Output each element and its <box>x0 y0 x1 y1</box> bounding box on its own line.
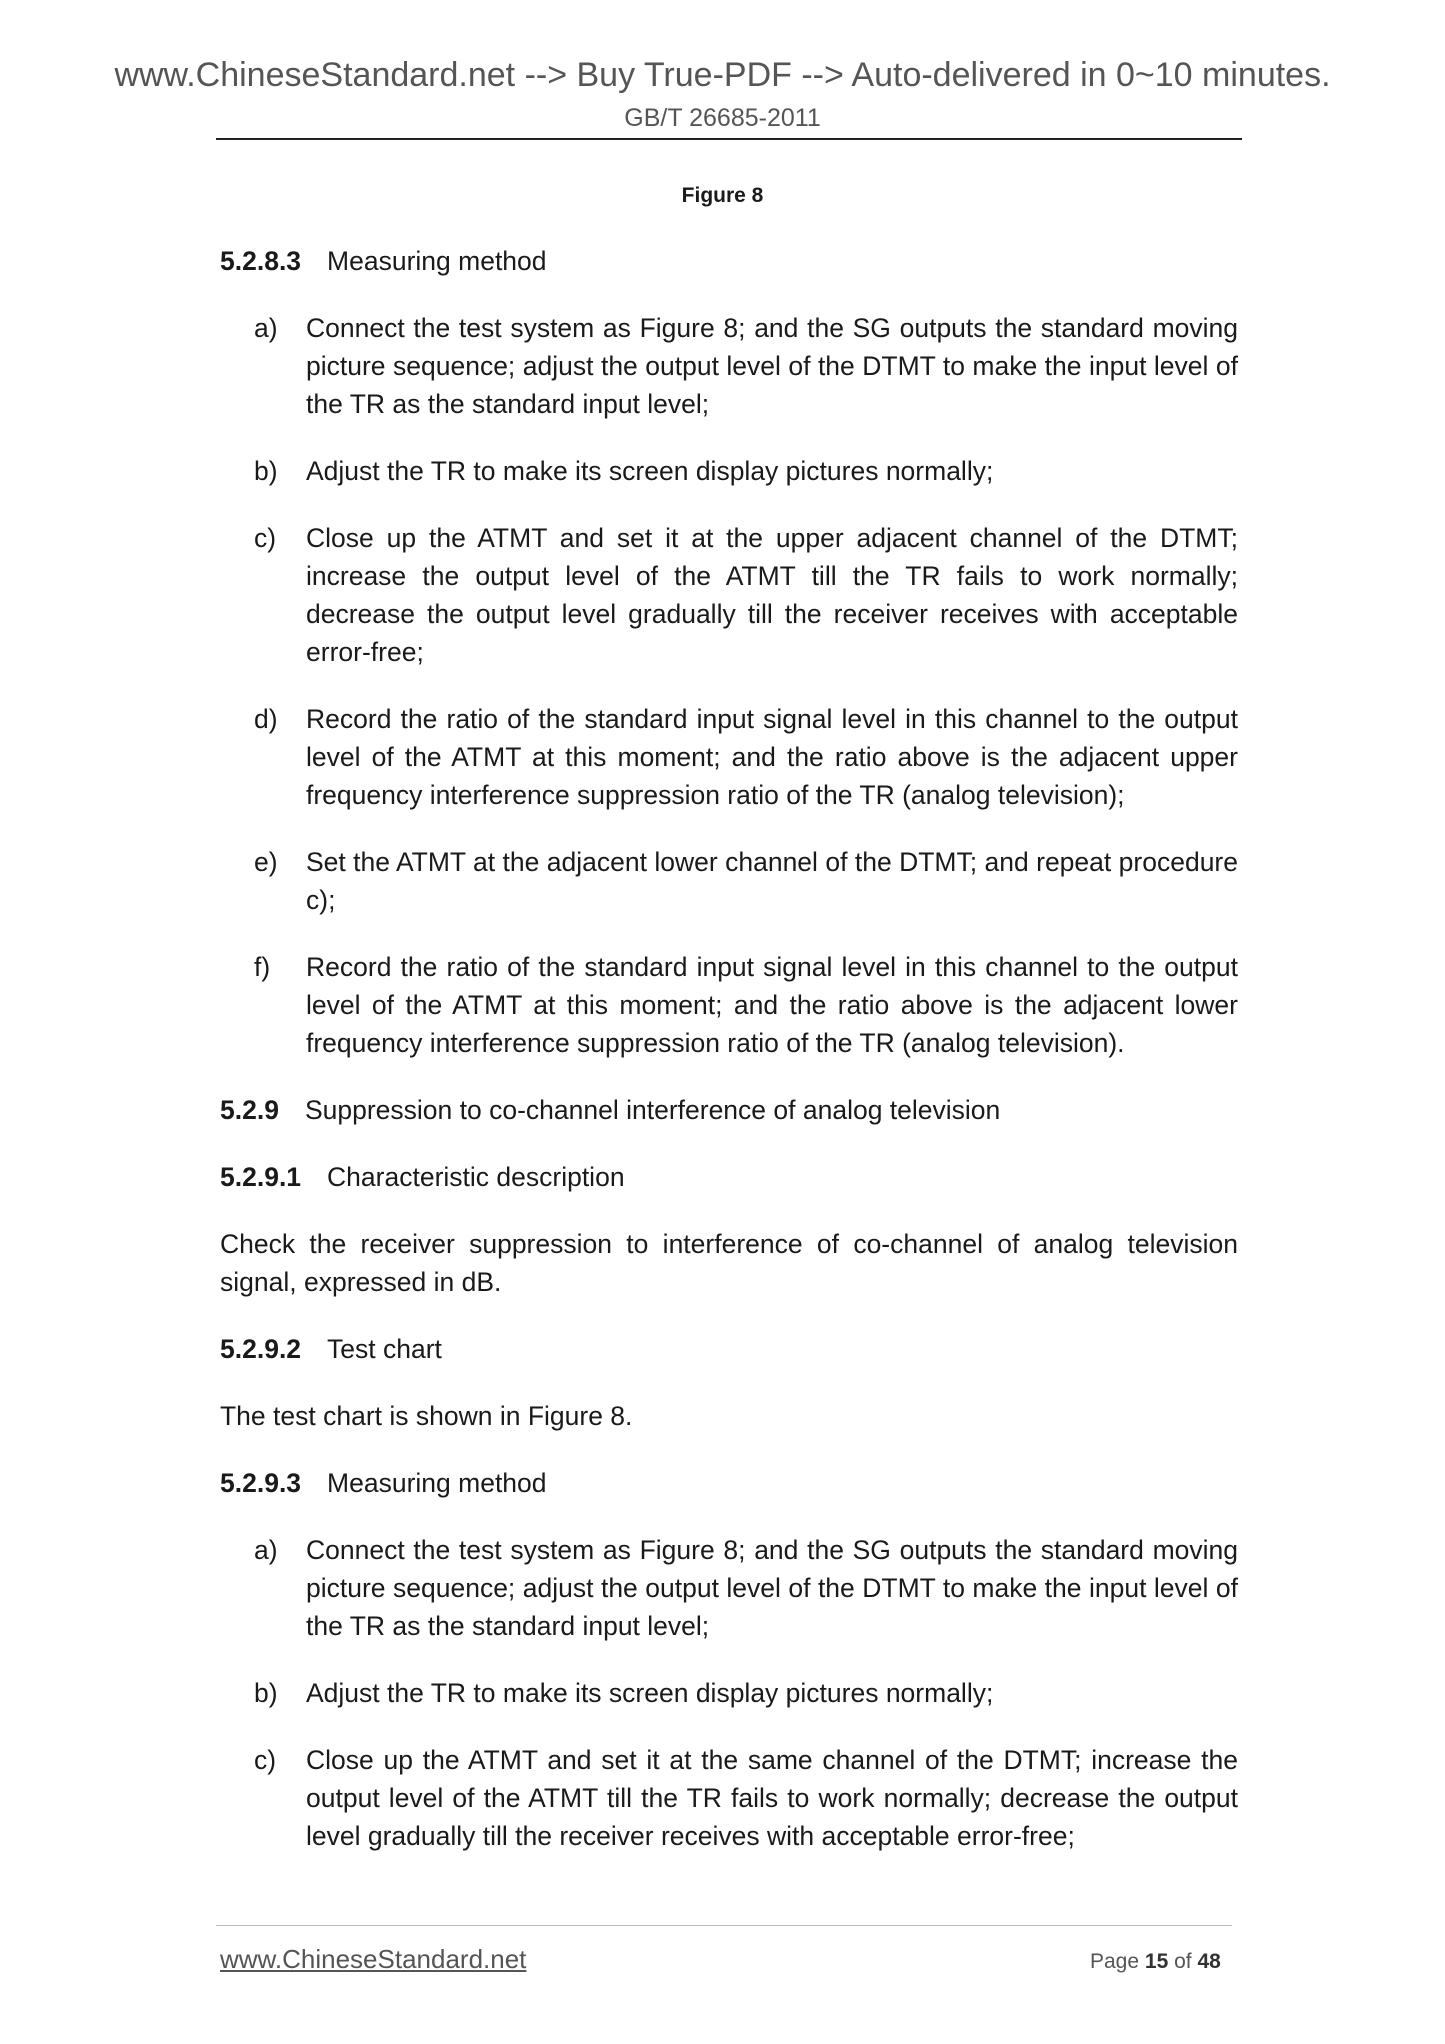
page-of: of <box>1174 1950 1192 1973</box>
list-item <box>220 1531 1238 1645</box>
section-number: 5.2.8.3 <box>220 246 302 276</box>
list-marker: a) <box>254 1535 278 1565</box>
paragraph: The test chart is shown in Figure 8. <box>220 1401 633 1431</box>
list-item <box>220 519 1238 671</box>
list-marker: e) <box>254 847 278 877</box>
section-title: Measuring method <box>327 246 547 276</box>
section-heading-5-2-9 <box>220 1091 1238 1129</box>
section-heading-5-2-9-1 <box>220 1158 1238 1196</box>
list-item-text: Connect the test system as Figure 8; and the SG outputs the standard moving picture sequence; adjust the output level of the DTMT to make the input level of the TR as the standard input level; <box>306 313 1238 419</box>
header-divider <box>216 138 1242 140</box>
list-item <box>220 1674 1238 1712</box>
section-number: 5.2.9.2 <box>220 1334 302 1364</box>
section-heading-5-2-8-3 <box>220 242 1238 280</box>
paragraph: Check the receiver suppression to interference of co-channel of analog television signal, expressed in dB. <box>220 1229 1238 1297</box>
section-title: Test chart <box>327 1334 442 1364</box>
list-item <box>220 452 1238 490</box>
section-title: Suppression to co-channel interference of analog television <box>304 1095 1001 1125</box>
footer-divider <box>216 1925 1232 1926</box>
section-heading-5-2-9-3 <box>220 1464 1238 1502</box>
list-item-text: Record the ratio of the standard input signal level in this channel to the output level of the ATMT at this moment; and the ratio above is the adjacent lower frequency interference suppression ratio of the TR (analog television). <box>306 952 1238 1058</box>
page-indicator <box>1090 1950 1221 1974</box>
list-item-text: Close up the ATMT and set it at the same channel of the DTMT; increase the output level of the ATMT till the TR fails to work normally; decrease the output level gradually till the receiver receives with acceptable error-free; <box>306 1745 1238 1851</box>
footer-website-link[interactable]: www.ChineseStandard.net <box>220 1944 527 1974</box>
list-marker: d) <box>254 704 278 734</box>
list-item <box>220 309 1238 423</box>
page-current: 15 <box>1144 1950 1169 1973</box>
list-item-text: Connect the test system as Figure 8; and the SG outputs the standard moving picture sequence; adjust the output level of the DTMT to make the input level of the TR as the standard input level; <box>306 1535 1238 1641</box>
figure-caption: Figure 8 <box>681 184 764 207</box>
list-item-text: Set the ATMT at the adjacent lower channel of the DTMT; and repeat procedure c); <box>306 847 1238 915</box>
document-body <box>220 242 1238 1884</box>
list-item <box>220 948 1238 1062</box>
section-number: 5.2.9.3 <box>220 1468 302 1498</box>
list-marker: a) <box>254 313 278 343</box>
list-marker: f) <box>254 952 271 982</box>
list-marker: c) <box>254 1745 277 1775</box>
list-item-text: Close up the ATMT and set it at the upper adjacent channel of the DTMT; increase the output level of the ATMT till the TR fails to work normally; decrease the output level gradually till the receiver receives with acceptable error-free; <box>306 523 1238 667</box>
list-marker: b) <box>254 1678 278 1708</box>
page-total: 48 <box>1197 1950 1221 1973</box>
section-title: Measuring method <box>327 1468 547 1498</box>
section-title: Characteristic description <box>327 1162 625 1192</box>
section-number: 5.2.9 <box>220 1095 279 1125</box>
document-id: GB/T 26685-2011 <box>624 104 821 132</box>
section-heading-5-2-9-2 <box>220 1330 1238 1368</box>
list-item <box>220 1741 1238 1855</box>
list-item-text: Adjust the TR to make its screen display pictures normally; <box>306 456 994 486</box>
list-item <box>220 700 1238 814</box>
list-marker: c) <box>254 523 277 553</box>
top-banner-link[interactable]: www.ChineseStandard.net --> Buy True-PDF --> Auto-delivered in 0~10 minutes. <box>114 56 1331 94</box>
page-label: Page <box>1090 1950 1140 1973</box>
list-item-text: Adjust the TR to make its screen display pictures normally; <box>306 1678 994 1708</box>
list-marker: b) <box>254 456 278 486</box>
list-item-text: Record the ratio of the standard input signal level in this channel to the output level of the ATMT at this moment; and the ratio above is the adjacent upper frequency interference suppression ratio of the TR (analog television); <box>306 704 1238 810</box>
list-item <box>220 843 1238 919</box>
section-number: 5.2.9.1 <box>220 1162 302 1192</box>
